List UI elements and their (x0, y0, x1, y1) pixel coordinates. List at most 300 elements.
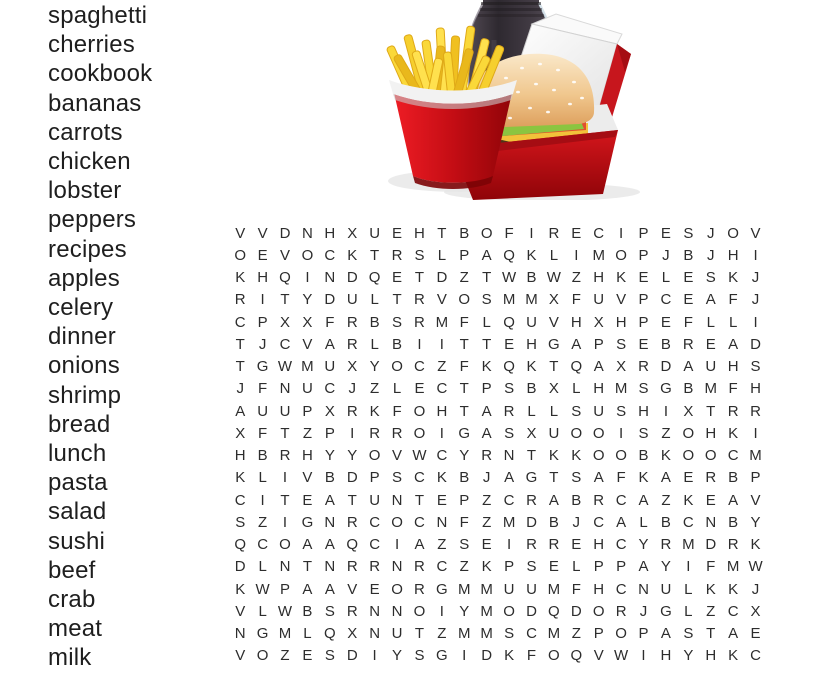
grid-letter[interactable]: P (593, 558, 604, 576)
grid-letter[interactable]: H (638, 402, 649, 420)
grid-letter[interactable]: Z (280, 647, 290, 665)
grid-letter[interactable]: J (706, 246, 715, 264)
grid-letter[interactable]: T (459, 335, 469, 353)
grid-letter[interactable]: O (391, 580, 403, 598)
grid-letter[interactable]: R (705, 469, 717, 487)
grid-letter[interactable]: O (256, 647, 269, 665)
grid-letter[interactable]: K (347, 246, 358, 264)
grid-letter[interactable]: W (614, 647, 629, 665)
grid-letter[interactable]: L (258, 602, 267, 620)
grid-letter[interactable]: M (301, 358, 314, 376)
grid-letter[interactable]: A (728, 625, 739, 643)
grid-letter[interactable]: I (686, 558, 691, 576)
grid-letter[interactable]: B (459, 469, 470, 487)
grid-letter[interactable]: D (324, 291, 336, 309)
grid-letter[interactable]: R (346, 313, 358, 331)
grid-letter[interactable]: H (570, 313, 582, 331)
grid-letter[interactable]: B (392, 335, 403, 353)
grid-letter[interactable]: P (638, 291, 649, 309)
grid-letter[interactable]: M (614, 380, 628, 398)
grid-letter[interactable]: Z (482, 491, 492, 509)
grid-letter[interactable]: W (277, 358, 293, 376)
grid-letter[interactable]: A (571, 335, 582, 353)
grid-letter[interactable]: K (638, 469, 649, 487)
grid-letter[interactable]: E (302, 491, 313, 509)
grid-letter[interactable]: C (615, 491, 627, 509)
grid-letter[interactable]: F (459, 358, 469, 376)
grid-letter[interactable]: G (548, 335, 560, 353)
grid-letter[interactable]: A (728, 491, 739, 509)
grid-letter[interactable]: V (235, 224, 246, 242)
grid-letter[interactable]: B (638, 447, 649, 465)
grid-letter[interactable]: Q (346, 536, 359, 554)
grid-letter[interactable]: Z (571, 625, 581, 643)
grid-letter[interactable]: D (436, 269, 448, 287)
grid-letter[interactable]: P (638, 246, 649, 264)
grid-letter[interactable]: N (503, 447, 515, 465)
grid-letter[interactable]: E (705, 491, 716, 509)
grid-letter[interactable]: J (236, 380, 244, 398)
grid-letter[interactable]: Q (570, 647, 583, 665)
grid-letter[interactable]: X (548, 291, 559, 309)
grid-letter[interactable]: E (683, 269, 694, 287)
grid-letter[interactable]: X (280, 313, 291, 331)
grid-letter[interactable]: C (727, 602, 739, 620)
grid-letter[interactable]: R (660, 536, 672, 554)
grid-letter[interactable]: O (727, 224, 739, 242)
grid-letter[interactable]: R (414, 558, 425, 576)
grid-letter[interactable]: T (549, 358, 559, 376)
grid-letter[interactable]: L (437, 246, 447, 264)
grid-letter[interactable]: F (459, 513, 469, 531)
grid-letter[interactable]: M (726, 558, 740, 576)
grid-letter[interactable]: T (392, 291, 402, 309)
grid-letter[interactable]: C (526, 625, 537, 643)
grid-letter[interactable]: E (504, 335, 515, 353)
grid-letter[interactable]: T (549, 469, 559, 487)
grid-letter[interactable]: I (506, 536, 512, 554)
grid-letter[interactable]: A (638, 558, 649, 576)
grid-letter[interactable]: C (324, 380, 336, 398)
grid-letter[interactable]: F (526, 647, 537, 665)
grid-letter[interactable]: U (593, 402, 605, 420)
grid-letter[interactable]: P (638, 625, 649, 643)
grid-letter[interactable]: P (504, 558, 515, 576)
grid-letter[interactable]: A (548, 491, 559, 509)
grid-letter[interactable]: Z (437, 536, 447, 554)
grid-letter[interactable]: U (279, 402, 291, 420)
grid-letter[interactable]: B (369, 313, 380, 331)
grid-letter[interactable]: N (436, 513, 448, 531)
grid-letter[interactable]: J (706, 224, 715, 242)
grid-letter[interactable]: B (660, 335, 671, 353)
grid-letter[interactable]: K (728, 269, 739, 287)
grid-letter[interactable]: J (751, 580, 760, 598)
grid-letter[interactable]: Y (302, 291, 313, 309)
grid-letter[interactable]: Y (369, 358, 380, 376)
grid-letter[interactable]: F (571, 291, 581, 309)
grid-letter[interactable]: C (436, 380, 448, 398)
grid-letter[interactable]: S (683, 625, 694, 643)
grid-letter[interactable]: T (414, 625, 425, 643)
grid-letter[interactable]: M (278, 625, 292, 643)
grid-letter[interactable]: R (414, 291, 425, 309)
grid-letter[interactable]: E (414, 380, 425, 398)
grid-letter[interactable]: W (546, 269, 561, 287)
grid-letter[interactable]: D (279, 224, 291, 242)
grid-letter[interactable]: A (728, 335, 739, 353)
grid-letter[interactable]: X (347, 625, 358, 643)
grid-letter[interactable]: T (706, 625, 716, 643)
grid-letter[interactable]: H (593, 269, 605, 287)
grid-letter[interactable]: R (593, 491, 605, 509)
grid-letter[interactable]: P (280, 580, 291, 598)
grid-letter[interactable]: U (503, 580, 515, 598)
grid-letter[interactable]: U (526, 313, 537, 331)
grid-letter[interactable]: K (728, 424, 739, 442)
grid-letter[interactable]: A (660, 625, 671, 643)
grid-letter[interactable]: Z (706, 602, 716, 620)
grid-letter[interactable]: L (303, 625, 312, 643)
grid-letter[interactable]: W (501, 269, 517, 287)
grid-letter[interactable]: Q (503, 358, 515, 376)
grid-letter[interactable]: L (370, 335, 379, 353)
grid-letter[interactable]: M (480, 602, 493, 620)
grid-letter[interactable]: Y (750, 513, 761, 531)
grid-letter[interactable]: N (705, 513, 717, 531)
grid-letter[interactable]: J (751, 291, 760, 309)
grid-letter[interactable]: Z (437, 625, 447, 643)
grid-letter[interactable]: A (504, 469, 515, 487)
grid-letter[interactable]: L (572, 380, 581, 398)
grid-letter[interactable]: H (660, 647, 672, 665)
grid-letter[interactable]: I (372, 647, 377, 665)
grid-letter[interactable]: I (619, 424, 624, 442)
grid-letter[interactable]: S (504, 380, 515, 398)
grid-letter[interactable]: U (593, 291, 605, 309)
grid-letter[interactable]: K (526, 246, 537, 264)
grid-letter[interactable]: O (458, 291, 471, 309)
grid-letter[interactable]: J (258, 335, 267, 353)
grid-letter[interactable]: Z (302, 424, 312, 442)
grid-letter[interactable]: T (526, 447, 537, 465)
grid-letter[interactable]: T (235, 358, 245, 376)
grid-letter[interactable]: M (502, 513, 516, 531)
grid-letter[interactable]: R (414, 313, 425, 331)
grid-letter[interactable]: A (324, 580, 335, 598)
grid-letter[interactable]: Y (459, 447, 470, 465)
grid-letter[interactable]: R (391, 246, 403, 264)
grid-letter[interactable]: E (660, 224, 671, 242)
grid-letter[interactable]: K (683, 491, 694, 509)
grid-letter[interactable]: S (392, 469, 403, 487)
grid-letter[interactable]: C (615, 536, 627, 554)
grid-letter[interactable]: D (346, 647, 358, 665)
grid-letter[interactable]: F (392, 402, 402, 420)
grid-letter[interactable]: P (593, 625, 604, 643)
grid-letter[interactable]: Q (548, 602, 560, 620)
grid-letter[interactable]: O (592, 602, 605, 620)
grid-letter[interactable]: L (258, 469, 267, 487)
grid-letter[interactable]: G (660, 380, 672, 398)
grid-letter[interactable]: S (571, 469, 582, 487)
grid-letter[interactable]: O (368, 447, 381, 465)
grid-letter[interactable]: Y (347, 447, 358, 465)
grid-letter[interactable]: R (727, 402, 739, 420)
grid-letter[interactable]: H (257, 269, 269, 287)
grid-letter[interactable]: V (235, 647, 246, 665)
grid-letter[interactable]: U (257, 402, 269, 420)
grid-letter[interactable]: H (414, 224, 425, 242)
grid-letter[interactable]: I (282, 469, 288, 487)
grid-letter[interactable]: X (683, 402, 694, 420)
grid-letter[interactable]: P (481, 380, 492, 398)
grid-letter[interactable]: K (526, 358, 537, 376)
grid-letter[interactable]: L (728, 313, 738, 331)
grid-letter[interactable]: B (302, 602, 313, 620)
grid-letter[interactable]: U (660, 580, 672, 598)
grid-letter[interactable]: P (257, 313, 268, 331)
grid-letter[interactable]: P (638, 313, 649, 331)
grid-letter[interactable]: F (504, 224, 514, 242)
grid-letter[interactable]: S (414, 647, 425, 665)
grid-letter[interactable]: I (753, 313, 758, 331)
grid-letter[interactable]: S (705, 269, 716, 287)
grid-letter[interactable]: I (439, 424, 444, 442)
grid-letter[interactable]: C (414, 469, 425, 487)
grid-letter[interactable]: O (615, 447, 627, 465)
grid-letter[interactable]: R (234, 291, 246, 309)
grid-letter[interactable]: T (482, 269, 492, 287)
grid-letter[interactable]: K (548, 447, 559, 465)
grid-letter[interactable]: M (458, 625, 471, 643)
grid-letter[interactable]: J (348, 380, 356, 398)
grid-letter[interactable]: Z (370, 380, 380, 398)
grid-letter[interactable]: I (439, 335, 444, 353)
grid-letter[interactable]: N (324, 513, 336, 531)
grid-letter[interactable]: T (302, 558, 312, 576)
grid-letter[interactable]: K (571, 447, 582, 465)
grid-letter[interactable]: I (641, 647, 646, 665)
grid-letter[interactable]: N (391, 491, 403, 509)
grid-letter[interactable]: L (527, 402, 536, 420)
grid-letter[interactable]: O (592, 447, 605, 465)
grid-letter[interactable]: R (346, 602, 358, 620)
grid-letter[interactable]: H (727, 246, 739, 264)
grid-letter[interactable]: V (750, 224, 761, 242)
grid-letter[interactable]: T (459, 380, 469, 398)
grid-letter[interactable]: E (660, 313, 671, 331)
grid-letter[interactable]: K (235, 580, 246, 598)
grid-letter[interactable]: B (660, 513, 671, 531)
grid-letter[interactable]: J (751, 269, 760, 287)
grid-letter[interactable]: Z (459, 269, 469, 287)
grid-letter[interactable]: L (684, 580, 693, 598)
grid-letter[interactable]: S (324, 647, 335, 665)
grid-letter[interactable]: B (548, 513, 559, 531)
grid-letter[interactable]: N (369, 602, 381, 620)
grid-letter[interactable]: Z (661, 424, 671, 442)
grid-letter[interactable]: I (282, 513, 288, 531)
grid-letter[interactable]: I (574, 246, 579, 264)
grid-letter[interactable]: H (593, 380, 605, 398)
grid-letter[interactable]: T (459, 402, 469, 420)
grid-letter[interactable]: K (235, 469, 246, 487)
grid-letter[interactable]: Y (683, 647, 694, 665)
grid-letter[interactable]: T (437, 224, 447, 242)
grid-letter[interactable]: F (728, 380, 738, 398)
grid-letter[interactable]: U (705, 358, 717, 376)
grid-letter[interactable]: G (660, 602, 672, 620)
grid-letter[interactable]: A (481, 402, 492, 420)
grid-letter[interactable]: R (369, 558, 381, 576)
grid-letter[interactable]: S (638, 424, 649, 442)
grid-letter[interactable]: T (482, 335, 492, 353)
grid-letter[interactable]: N (391, 602, 403, 620)
grid-letter[interactable]: B (526, 269, 537, 287)
grid-letter[interactable]: R (346, 513, 358, 531)
grid-letter[interactable]: V (347, 580, 358, 598)
grid-letter[interactable]: H (727, 358, 739, 376)
grid-letter[interactable]: Q (368, 269, 381, 287)
grid-letter[interactable]: I (260, 491, 265, 509)
grid-letter[interactable]: S (616, 335, 627, 353)
grid-letter[interactable]: K (436, 469, 447, 487)
grid-letter[interactable]: J (572, 513, 581, 531)
grid-letter[interactable]: S (414, 246, 425, 264)
grid-letter[interactable]: V (548, 313, 559, 331)
grid-letter[interactable]: O (548, 647, 560, 665)
grid-letter[interactable]: E (392, 269, 403, 287)
grid-letter[interactable]: Z (459, 558, 469, 576)
grid-letter[interactable]: D (526, 513, 537, 531)
grid-letter[interactable]: W (277, 602, 293, 620)
grid-letter[interactable]: J (639, 602, 648, 620)
grid-letter[interactable]: Z (437, 358, 447, 376)
grid-letter[interactable]: E (638, 335, 649, 353)
grid-letter[interactable]: O (301, 246, 314, 264)
grid-letter[interactable]: O (592, 424, 605, 442)
grid-letter[interactable]: P (324, 424, 335, 442)
grid-letter[interactable]: V (593, 647, 604, 665)
grid-letter[interactable]: T (280, 491, 290, 509)
grid-letter[interactable]: N (302, 224, 313, 242)
grid-letter[interactable]: R (727, 536, 739, 554)
grid-letter[interactable]: Z (661, 491, 671, 509)
grid-letter[interactable]: U (346, 291, 358, 309)
grid-letter[interactable]: K (660, 447, 671, 465)
grid-letter[interactable]: S (481, 291, 492, 309)
grid-letter[interactable]: A (324, 335, 335, 353)
grid-letter[interactable]: U (526, 580, 537, 598)
grid-letter[interactable]: C (593, 513, 605, 531)
grid-letter[interactable]: K (481, 558, 492, 576)
grid-letter[interactable]: A (705, 291, 716, 309)
grid-letter[interactable]: N (369, 625, 381, 643)
grid-letter[interactable]: I (462, 647, 467, 665)
grid-letter[interactable]: T (414, 491, 425, 509)
grid-letter[interactable]: R (638, 358, 649, 376)
grid-letter[interactable]: C (257, 536, 269, 554)
grid-letter[interactable]: S (324, 602, 335, 620)
grid-letter[interactable]: M (502, 291, 516, 309)
grid-letter[interactable]: C (324, 246, 336, 264)
grid-letter[interactable]: L (258, 558, 267, 576)
grid-letter[interactable]: E (705, 335, 716, 353)
grid-letter[interactable]: L (549, 402, 559, 420)
grid-letter[interactable]: I (529, 224, 534, 242)
grid-letter[interactable]: L (706, 313, 715, 331)
grid-letter[interactable]: M (525, 291, 538, 309)
grid-letter[interactable]: G (436, 580, 448, 598)
grid-letter[interactable]: C (593, 224, 605, 242)
grid-letter[interactable]: I (305, 269, 310, 287)
grid-letter[interactable]: R (503, 402, 515, 420)
grid-letter[interactable]: I (350, 424, 355, 442)
grid-letter[interactable]: D (570, 602, 582, 620)
grid-letter[interactable]: F (459, 313, 469, 331)
grid-letter[interactable]: U (369, 491, 381, 509)
grid-letter[interactable]: R (346, 558, 358, 576)
grid-letter[interactable]: A (302, 536, 313, 554)
grid-letter[interactable]: S (616, 402, 627, 420)
grid-letter[interactable]: S (504, 424, 515, 442)
grid-letter[interactable]: M (480, 625, 493, 643)
grid-letter[interactable]: U (391, 625, 403, 643)
grid-letter[interactable]: H (593, 536, 605, 554)
grid-letter[interactable]: S (750, 358, 761, 376)
grid-letter[interactable]: M (592, 246, 605, 264)
grid-letter[interactable]: G (458, 424, 471, 442)
grid-letter[interactable]: I (417, 335, 422, 353)
grid-letter[interactable]: R (526, 536, 537, 554)
grid-letter[interactable]: X (616, 358, 627, 376)
grid-letter[interactable]: E (638, 269, 649, 287)
grid-letter[interactable]: O (234, 246, 247, 264)
grid-letter[interactable]: F (683, 313, 693, 331)
grid-letter[interactable]: X (526, 424, 537, 442)
grid-letter[interactable]: R (750, 402, 761, 420)
grid-letter[interactable]: P (459, 246, 470, 264)
grid-letter[interactable]: E (548, 558, 559, 576)
grid-letter[interactable]: R (346, 335, 358, 353)
grid-letter[interactable]: R (346, 402, 358, 420)
grid-letter[interactable]: A (481, 246, 492, 264)
grid-letter[interactable]: S (571, 402, 582, 420)
grid-letter[interactable]: Q (323, 625, 336, 643)
grid-letter[interactable]: Y (324, 447, 335, 465)
grid-letter[interactable]: H (750, 380, 761, 398)
grid-letter[interactable]: O (480, 224, 493, 242)
grid-letter[interactable]: U (324, 358, 336, 376)
grid-letter[interactable]: Y (459, 602, 470, 620)
grid-letter[interactable]: R (548, 224, 560, 242)
grid-letter[interactable]: I (394, 536, 400, 554)
grid-letter[interactable]: W (412, 447, 427, 465)
grid-letter[interactable]: N (391, 558, 403, 576)
grid-letter[interactable]: H (324, 224, 336, 242)
grid-letter[interactable]: C (727, 447, 739, 465)
grid-letter[interactable]: C (436, 558, 448, 576)
grid-letter[interactable]: N (324, 558, 336, 576)
grid-letter[interactable]: H (593, 580, 605, 598)
grid-letter[interactable]: E (436, 491, 447, 509)
grid-letter[interactable]: V (616, 291, 627, 309)
grid-letter[interactable]: Q (234, 536, 247, 554)
grid-letter[interactable]: P (302, 402, 313, 420)
grid-letter[interactable]: F (728, 291, 738, 309)
grid-letter[interactable]: N (638, 580, 649, 598)
